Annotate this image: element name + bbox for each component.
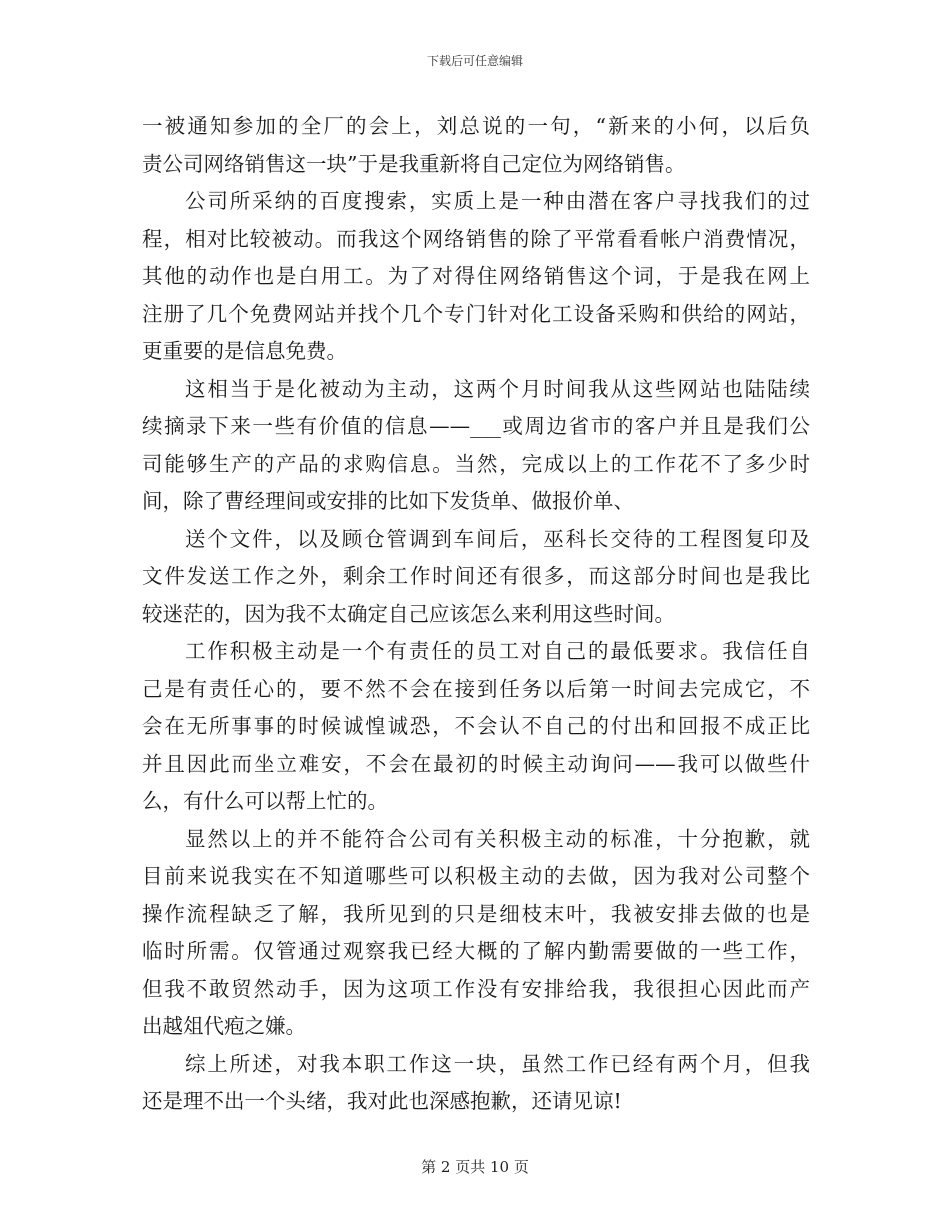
text-line: 间，除了曹经理间或安排的比如下发货单、做报价单、 [142, 489, 634, 513]
text-line: 但我不敢贸然动手，因为这项工作没有安排给我，我很担心因此而产 [142, 976, 810, 1001]
text-line: 责公司网络销售这一块”于是我重新将自己定位为网络销售。 [142, 151, 686, 176]
text-line: 一被通知参加的全厂的会上，刘总说的一句，“新来的小何，以后负 [142, 114, 810, 138]
paragraph [142, 821, 810, 1046]
text-line: 送个文件，以及顾仓管调到车间后，巫科长交待的工程图复印及 [185, 526, 810, 551]
paragraph [142, 521, 810, 634]
text-line: 么，有什么可以帮上忙的。 [142, 789, 388, 813]
text-line: 注册了几个免费网站并找个几个专门针对化工设备采购和供给的网站， [142, 301, 810, 326]
page-footer: 第 2 页共 10 页 [421, 1158, 529, 1176]
paragraph [142, 183, 810, 371]
text-line: 其他的动作也是白用工。为了对得住网络销售这个词，于是我在网上 [142, 264, 810, 288]
text-line: 还是理不出一个头绪，我对此也深感抱歉，还请见谅! [142, 1089, 622, 1113]
text-line: 程，相对比较被动。而我这个网络销售的除了平常看看帐户消费情况， [142, 226, 810, 251]
text-line: 文件发送工作之外，剩余工作时间还有很多，而这部分时间也是我比 [142, 564, 810, 588]
text-line: 较迷茫的，因为我不太确定自己应该怎么来利用这些时间。 [142, 601, 675, 626]
page-header: 下载后可任意编辑 [426, 54, 523, 68]
text-line: 这相当于是化被动为主动，这两个月时间我从这些网站也陆陆续 [185, 376, 810, 401]
text-line: 临时所需。仅管通过观察我已经大概的了解内勤需要做的一些工作， [142, 939, 810, 963]
paragraph [142, 108, 810, 183]
text-line: 操作流程缺乏了解，我所见到的只是细枝末叶，我被安排去做的也是 [142, 901, 810, 926]
document-body [142, 108, 810, 1121]
text-line: 公司所采纳的百度搜索，实质上是一种由潜在客户寻找我们的过 [185, 189, 810, 213]
text-line: 续摘录下来一些有价值的信息——___或周边省市的客户并且是我们公 [142, 414, 810, 438]
paragraph [142, 633, 810, 821]
text-line: 目前来说我实在不知道哪些可以积极主动的去做，因为我对公司整个 [142, 864, 810, 888]
text-line: 工作积极主动是一个有责任的员工对自己的最低要求。我信任自 [185, 639, 810, 663]
text-line: 司能够生产的产品的求购信息。当然，完成以上的工作花不了多少时 [142, 451, 810, 476]
text-line: 综上所述，对我本职工作这一块，虽然工作已经有两个月，但我 [185, 1051, 810, 1076]
text-line: 会在无所事事的时候诚惶诚恐，不会认不自己的付出和回报不成正比 [142, 714, 810, 738]
paragraph [142, 371, 810, 521]
text-line: 出越俎代疱之嫌。 [142, 1014, 306, 1038]
text-line: 更重要的是信息免费。 [142, 339, 347, 363]
text-line: 并且因此而坐立难安，不会在最初的时候主动询问——我可以做些什 [142, 751, 810, 776]
text-line: 显然以上的并不能符合公司有关积极主动的标准，十分抱歉，就 [185, 826, 810, 851]
paragraph [142, 1046, 810, 1121]
text-line: 己是有责任心的，要不然不会在接到任务以后第一时间去完成它，不 [142, 676, 810, 701]
